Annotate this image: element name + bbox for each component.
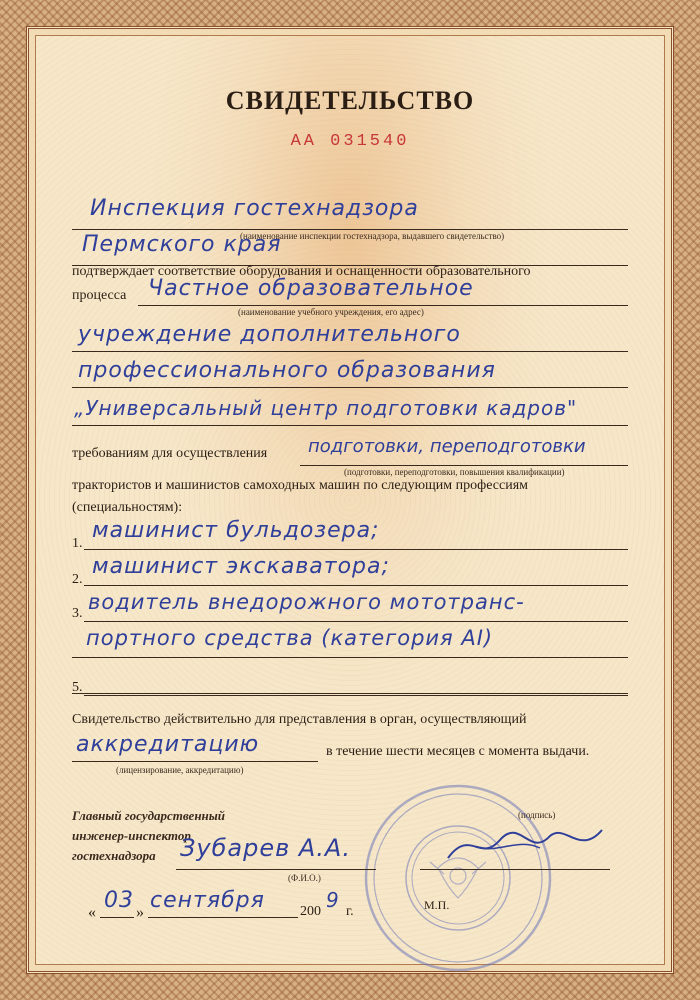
inspection-name-2: Пермского края — [82, 232, 282, 257]
signer-title-2: инженер-инспектор — [72, 828, 191, 843]
date-year-g: г. — [346, 904, 354, 919]
serial-number: АА 031540 — [290, 132, 410, 151]
date-year-prefix: 200 — [300, 904, 321, 919]
profession-3-number: 3. — [72, 606, 83, 621]
date-month: сентября — [150, 888, 265, 913]
operators-text: трактористов и машинистов самоходных машин по следующим профессиям — [72, 478, 529, 493]
confirms-text: подтверждает соответствие оборудования и оснащенности образовательного — [72, 264, 531, 279]
accreditation-value: аккредитацию — [76, 732, 260, 757]
institution-caption: (наименование учебного учреждения, его адрес) — [238, 307, 424, 317]
inspection-name-1: Инспекция гостехнадзора — [90, 196, 419, 221]
date-quote-close: » — [136, 904, 144, 921]
mp-label: М.П. — [424, 898, 450, 912]
profession-5-number: 5. — [72, 680, 83, 695]
valid-text: Свидетельство действительно для представления в орган, осуществляющий — [72, 712, 527, 727]
requirements-label: требованиям для осуществления — [72, 446, 268, 461]
signer-title-1: Главный государственный — [72, 808, 226, 823]
training-caption: (подготовки, переподготовки, повышения квалификации) — [344, 467, 565, 477]
institution-name-1: Частное образовательное — [148, 276, 474, 301]
profession-3: водитель внедорожного мототранс- — [88, 590, 525, 614]
institution-name-2: учреждение дополнительного — [78, 322, 461, 347]
process-label: процесса — [72, 288, 127, 303]
institution-name-3: профессионального образования — [78, 358, 496, 383]
signature-caption: (подпись) — [518, 810, 556, 820]
official-stamp — [358, 778, 558, 978]
date-quote-open: « — [88, 904, 96, 921]
profession-2-number: 2. — [72, 572, 83, 587]
signature-scribble — [440, 818, 610, 868]
training-type: подготовки, переподготовки — [308, 436, 586, 457]
fio-caption: (Ф.И.О.) — [288, 873, 321, 883]
profession-1-number: 1. — [72, 536, 83, 551]
profession-2: машинист экскаватора; — [92, 554, 390, 579]
accreditation-caption: (лицензирование, аккредитацию) — [116, 765, 244, 775]
signer-title-3: гостехнадзора — [72, 848, 156, 863]
document-title: СВИДЕТЕЛЬСТВО — [225, 86, 475, 115]
date-day: 03 — [104, 888, 134, 913]
within-text: в течение шести месяцев с момента выдачи. — [326, 744, 590, 759]
specialties-text: (специальностям): — [72, 500, 183, 515]
inspection-caption: (наименование инспекции гостехнадзора, выдавшего свидетельство) — [240, 231, 505, 241]
profession-3-continued: портного средства (категория AI) — [86, 626, 494, 650]
profession-1: машинист бульдозера; — [92, 518, 380, 543]
date-year-suffix: 9 — [326, 888, 340, 912]
profession-5-line — [84, 666, 628, 696]
institution-name-4: „Универсальный центр подготовки кадров" — [74, 396, 578, 420]
signer-name: Зубарев А.А. — [180, 834, 351, 862]
